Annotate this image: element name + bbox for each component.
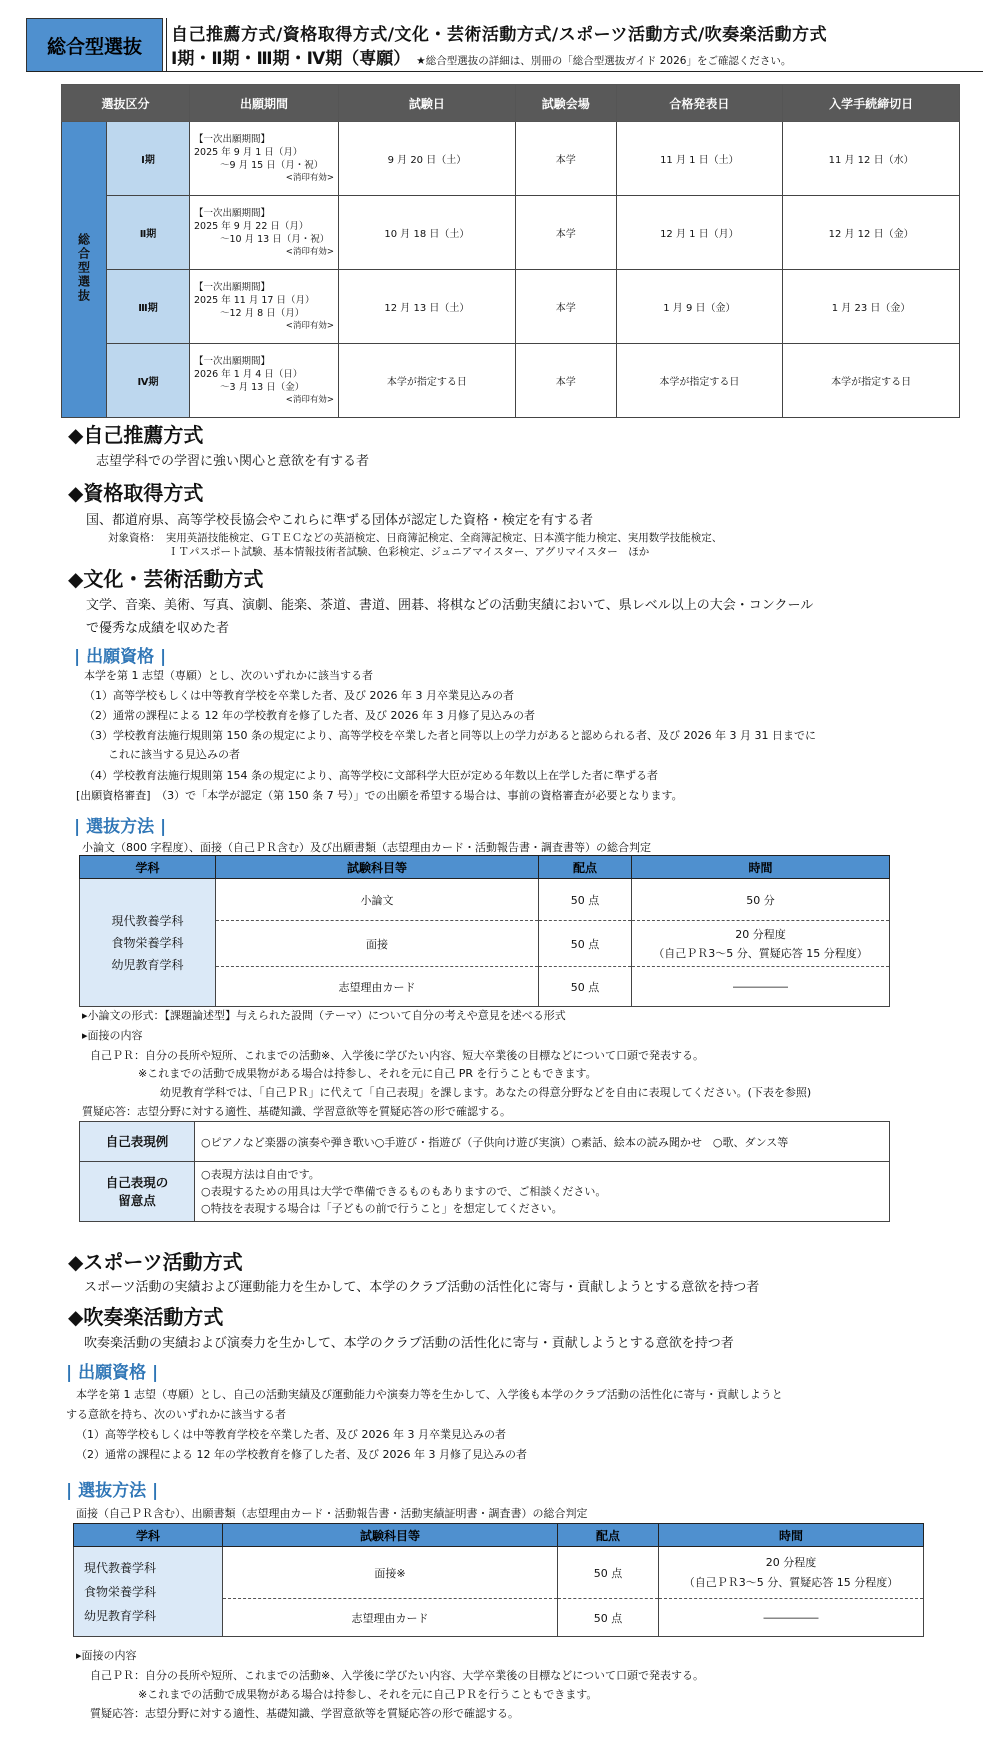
points-cell: 50 点 bbox=[558, 1547, 659, 1599]
early-childhood-note: 幼児教育学科では、「自己ＰＲ」に代えて「自己表現」を課します。あなたの得意分野などを自由に表現してください。(下表を参照) bbox=[160, 1086, 812, 1099]
result-date-cell: 12 月 1 日（月） bbox=[616, 196, 783, 270]
col-header-points: 配点 bbox=[558, 1524, 659, 1547]
period-label: 【一次出願期間】 bbox=[194, 133, 271, 145]
self-rec-desc: 志望学科での学習に強い関心と意欲を有する者 bbox=[96, 454, 370, 469]
qualification-list-cont: ＩＴパスポート試験、基本情報技術者試験、色彩検定、ジュニアマイスター、アグリマイスター ほか bbox=[168, 546, 650, 558]
eligibility-heading: | 出願資格 | bbox=[66, 1363, 159, 1383]
period-end: ～10 月 13 日（月・祝） bbox=[220, 233, 330, 245]
col-header-category: 選抜区分 bbox=[62, 85, 190, 122]
qa-note: 質疑応答：志望分野に対する適性、基礎知識、学習意欲等を質疑応答の形で確認する。 bbox=[82, 1105, 511, 1118]
selection-table bbox=[79, 855, 890, 1007]
points-cell: 50 点 bbox=[539, 921, 632, 967]
dept-name: 幼児教育学科 bbox=[111, 957, 184, 972]
col-header-subject: 試験科目等 bbox=[216, 856, 539, 879]
col-header-venue: 試験会場 bbox=[515, 85, 616, 122]
expression-examples: ○ピアノなど楽器の演奏や弾き歌い○手遊び・指遊び（子供向け遊び実演）○素話、絵本の読み聞かせ ○歌、ダンス等 bbox=[195, 1122, 890, 1162]
dept-name: 幼児教育学科 bbox=[84, 1608, 157, 1623]
header-note: ★総合型選抜の詳細は、別冊の「総合型選抜ガイド 2026」をご確認ください。 bbox=[416, 55, 792, 67]
eligibility-line: する意欲を持ち、次のいずれかに該当する者 bbox=[66, 1408, 286, 1421]
expression-note: ○表現するための用具は大学で準備できるものもありますので、ご相談ください。 bbox=[201, 1185, 607, 1198]
col-header-subject: 試験科目等 bbox=[223, 1524, 558, 1547]
col-header-time: 時間 bbox=[659, 1524, 924, 1547]
self-pr-note: 自己ＰＲ：自分の長所や短所、これまでの活動※、入学後に学びたい内容、大学卒業後の目標などについて口頭で発表する。 bbox=[90, 1669, 704, 1682]
self-rec-heading: ◆自己推薦方式 bbox=[68, 423, 204, 447]
time-cell: 50 分 bbox=[632, 879, 890, 921]
deadline-cell: 1 月 23 日（金） bbox=[783, 270, 960, 344]
eligibility-line: これに該当する見込みの者 bbox=[108, 748, 240, 761]
eligibility-line: （3）学校教育法施行規則第 150 条の規定により、高等学校を卒業した者と同等以上の学力があると認められる者、及び 2026 年 3 月 31 日までに bbox=[84, 729, 816, 742]
method-heading: | 選抜方法 | bbox=[74, 817, 167, 837]
term-cell: Ⅳ期 bbox=[107, 344, 190, 418]
qualification-desc: 国、都道府県、高等学校長協会やこれらに準ずる団体が認定した資格・検定を有する者 bbox=[86, 513, 594, 528]
expression-note: ○特技を表現する場合は「子どもの前で行うこと」を想定してください。 bbox=[201, 1202, 563, 1215]
expression-row bbox=[80, 1162, 890, 1222]
venue-cell: 本学 bbox=[515, 196, 616, 270]
deliverable-note: ※これまでの活動で成果物がある場合は持参し、それを元に自己ＰＲを行うこともできます。 bbox=[138, 1688, 598, 1701]
deadline-cell: 本学が指定する日 bbox=[783, 344, 960, 418]
subject-cell: 小論文 bbox=[216, 879, 539, 921]
period-end: ～12 月 8 日（月） bbox=[220, 307, 305, 319]
dept-name: 現代教養学科 bbox=[84, 1560, 157, 1575]
self-expression-table bbox=[79, 1121, 890, 1222]
dept-name: 現代教養学科 bbox=[111, 913, 184, 928]
venue-cell: 本学 bbox=[515, 344, 616, 418]
selection-row bbox=[74, 1547, 924, 1599]
category-label: 総合型選抜 bbox=[76, 233, 91, 303]
venue-cell: 本学 bbox=[515, 122, 616, 196]
selection-header-row bbox=[74, 1524, 924, 1547]
period-cell bbox=[190, 196, 339, 270]
period-start: 2025 年 9 月 22 日（月） bbox=[194, 220, 309, 232]
page-title: 自己推薦方式/資格取得方式/文化・芸術活動方式/スポーツ活動方式/吹奏楽活動方式 bbox=[171, 25, 828, 45]
method-desc: 小論文（800 字程度）、面接（自己ＰＲ含む）及び出願書類（志望理由カード・活動報告書・調査書等）の総合判定 bbox=[82, 841, 651, 854]
label-line: 留意点 bbox=[118, 1192, 156, 1208]
col-header-deadline: 入学手続締切日 bbox=[783, 85, 960, 122]
exam-date-cell: 12 月 13 日（土） bbox=[339, 270, 516, 344]
schedule-table bbox=[61, 84, 960, 418]
postmark-note: <消印有効> bbox=[285, 172, 334, 183]
time-cell: ――――― bbox=[632, 967, 890, 1007]
time-detail: （自己ＰＲ3～5 分、質疑応答 15 分程度） bbox=[683, 1575, 899, 1589]
period-label: 【一次出願期間】 bbox=[194, 281, 271, 293]
subject-cell: 面接 bbox=[216, 921, 539, 967]
subject-cell: 面接※ bbox=[223, 1547, 558, 1599]
eligibility-line: （2）通常の課程による 12 年の学校教育を修了した者、及び 2026 年 3 月修了見込みの者 bbox=[84, 709, 535, 722]
period-cell bbox=[190, 270, 339, 344]
eligibility-review-note: [出願資格審査] （3）で「本学が認定（第 150 条 7 号）」での出願を希望する場合は、事前の資格審査が必要となります。 bbox=[76, 789, 683, 802]
selection-table bbox=[73, 1523, 924, 1637]
points-cell: 50 点 bbox=[558, 1599, 659, 1637]
result-date-cell: 1 月 9 日（金） bbox=[616, 270, 783, 344]
deadline-cell: 12 月 12 日（金） bbox=[783, 196, 960, 270]
time-main: 20 分程度 bbox=[735, 927, 786, 941]
postmark-note: <消印有効> bbox=[285, 394, 334, 405]
postmark-note: <消印有効> bbox=[285, 320, 334, 331]
period-end: ～3 月 13 日（金） bbox=[220, 381, 305, 393]
selection-row bbox=[80, 879, 890, 921]
time-cell: ――――― bbox=[659, 1599, 924, 1637]
col-header-exam-date: 試験日 bbox=[339, 85, 516, 122]
schedule-row bbox=[62, 270, 960, 344]
schedule-header-row bbox=[62, 85, 960, 122]
category-tag: 総合型選抜 bbox=[26, 18, 163, 72]
col-header-dept: 学科 bbox=[74, 1524, 223, 1547]
term-list: Ⅰ期・Ⅱ期・Ⅲ期・Ⅳ期（専願） bbox=[171, 49, 411, 69]
dept-cell bbox=[74, 1547, 223, 1637]
category-cell bbox=[62, 122, 107, 418]
dept-name: 食物栄養学科 bbox=[111, 935, 184, 950]
period-cell bbox=[190, 344, 339, 418]
result-date-cell: 本学が指定する日 bbox=[616, 344, 783, 418]
points-cell: 50 点 bbox=[539, 967, 632, 1007]
exam-date-cell: 10 月 18 日（土） bbox=[339, 196, 516, 270]
time-cell bbox=[632, 921, 890, 967]
qualification-heading: ◆資格取得方式 bbox=[68, 481, 204, 505]
exam-date-cell: 9 月 20 日（土） bbox=[339, 122, 516, 196]
essay-format-note: ▸小論文の形式：【課題論述型】与えられた設問（テーマ）について自分の考えや意見を述べる形式 bbox=[82, 1009, 566, 1022]
period-start: 2025 年 11 月 17 日（月） bbox=[194, 294, 315, 306]
eligibility-line: 本学を第 1 志望（専願）とし、自己の活動実績及び運動能力や演奏力等を生かして、入学後も本学のクラブ活動の活性化に寄与・貢献しようと bbox=[76, 1388, 783, 1401]
interview-heading: ▸面接の内容 bbox=[82, 1029, 143, 1042]
col-header-result-date: 合格発表日 bbox=[616, 85, 783, 122]
band-desc: 吹奏楽活動の実績および演奏力を生かして、本学のクラブ活動の活性化に寄与・貢献しようとする意欲を持つ者 bbox=[84, 1336, 734, 1351]
expression-note: ○表現方法は自由です。 bbox=[201, 1168, 320, 1181]
interview-heading: ▸面接の内容 bbox=[76, 1649, 137, 1662]
eligibility-line: （1）高等学校もしくは中等教育学校を卒業した者、及び 2026 年 3 月卒業見込みの者 bbox=[76, 1428, 506, 1441]
expression-notes-label bbox=[80, 1162, 195, 1222]
col-header-period: 出願期間 bbox=[190, 85, 339, 122]
term-cell: Ⅱ期 bbox=[107, 196, 190, 270]
schedule-row bbox=[62, 122, 960, 196]
subject-cell: 志望理由カード bbox=[216, 967, 539, 1007]
schedule-row bbox=[62, 196, 960, 270]
period-end: ～9 月 15 日（月・祝） bbox=[220, 159, 324, 171]
expression-row bbox=[80, 1122, 890, 1162]
time-main: 20 分程度 bbox=[765, 1555, 817, 1569]
label-line: 自己表現の bbox=[105, 1174, 169, 1190]
header-divider bbox=[166, 18, 167, 72]
period-cell bbox=[190, 122, 339, 196]
points-cell: 50 点 bbox=[539, 879, 632, 921]
term-cell: Ⅲ期 bbox=[107, 270, 190, 344]
dept-cell bbox=[80, 879, 216, 1007]
venue-cell: 本学 bbox=[515, 270, 616, 344]
deadline-cell: 11 月 12 日（水） bbox=[783, 122, 960, 196]
eligibility-line: （4）学校教育法施行規則第 154 条の規定により、高等学校に文部科学大臣が定める年数以上在学した者に準ずる者 bbox=[84, 769, 658, 782]
eligibility-line: 本学を第 1 志望（専願）とし、次のいずれかに該当する者 bbox=[84, 669, 373, 682]
expression-notes bbox=[195, 1162, 890, 1222]
method-heading: | 選抜方法 | bbox=[66, 1481, 159, 1501]
col-header-dept: 学科 bbox=[80, 856, 216, 879]
sports-desc: スポーツ活動の実績および運動能力を生かして、本学のクラブ活動の活性化に寄与・貢献しようとする意欲を持つ者 bbox=[84, 1280, 760, 1295]
culture-desc-cont: で優秀な成績を収めた者 bbox=[86, 621, 230, 636]
sports-heading: ◆スポーツ活動方式 bbox=[68, 1250, 243, 1274]
culture-desc: 文学、音楽、美術、写真、演劇、能楽、茶道、書道、囲碁、将棋などの活動実績において、県レベル以上の大会・コンクール bbox=[86, 598, 814, 613]
self-pr-note: 自己ＰＲ：自分の長所や短所、これまでの活動※、入学後に学びたい内容、短大卒業後の目標などについて口頭で発表する。 bbox=[90, 1049, 704, 1062]
period-label: 【一次出願期間】 bbox=[194, 355, 271, 367]
selection-header-row bbox=[80, 856, 890, 879]
page-subtitle bbox=[171, 44, 791, 69]
culture-heading: ◆文化・芸術活動方式 bbox=[68, 567, 264, 591]
period-label: 【一次出願期間】 bbox=[194, 207, 271, 219]
qa-note: 質疑応答：志望分野に対する適性、基礎知識、学習意欲等を質疑応答の形で確認する。 bbox=[90, 1707, 519, 1720]
deliverable-note: ※これまでの活動で成果物がある場合は持参し、それを元に自己 PR を行うこともできます。 bbox=[138, 1067, 597, 1080]
eligibility-heading: | 出願資格 | bbox=[74, 647, 167, 667]
term-cell: Ⅰ期 bbox=[107, 122, 190, 196]
postmark-note: <消印有効> bbox=[285, 246, 334, 257]
header-rule bbox=[26, 71, 983, 72]
time-detail: （自己ＰＲ3～5 分、質疑応答 15 分程度） bbox=[653, 946, 868, 960]
method-desc: 面接（自己ＰＲ含む）、出願書類（志望理由カード・活動報告書・活動実績証明書・調査書）の総合判定 bbox=[76, 1507, 588, 1520]
schedule-row bbox=[62, 344, 960, 418]
expression-label: 自己表現例 bbox=[80, 1122, 195, 1162]
dept-name: 食物栄養学科 bbox=[84, 1584, 157, 1599]
period-start: 2025 年 9 月 1 日（月） bbox=[194, 146, 303, 158]
col-header-time: 時間 bbox=[632, 856, 890, 879]
band-heading: ◆吹奏楽活動方式 bbox=[68, 1305, 224, 1329]
time-cell bbox=[659, 1547, 924, 1599]
period-start: 2026 年 1 月 4 日（日） bbox=[194, 368, 303, 380]
eligibility-line: （2）通常の課程による 12 年の学校教育を修了した者、及び 2026 年 3 月修了見込みの者 bbox=[76, 1448, 527, 1461]
exam-date-cell: 本学が指定する日 bbox=[339, 344, 516, 418]
col-header-points: 配点 bbox=[539, 856, 632, 879]
qualification-list: 対象資格： 実用英語技能検定、ＧＴＥＣなどの英語検定、日商簿記検定、全商簿記検定、日本漢字能力検定、実用数学技能検定、 bbox=[108, 532, 723, 544]
subject-cell: 志望理由カード bbox=[223, 1599, 558, 1637]
eligibility-line: （1）高等学校もしくは中等教育学校を卒業した者、及び 2026 年 3 月卒業見込みの者 bbox=[84, 689, 514, 702]
result-date-cell: 11 月 1 日（土） bbox=[616, 122, 783, 196]
